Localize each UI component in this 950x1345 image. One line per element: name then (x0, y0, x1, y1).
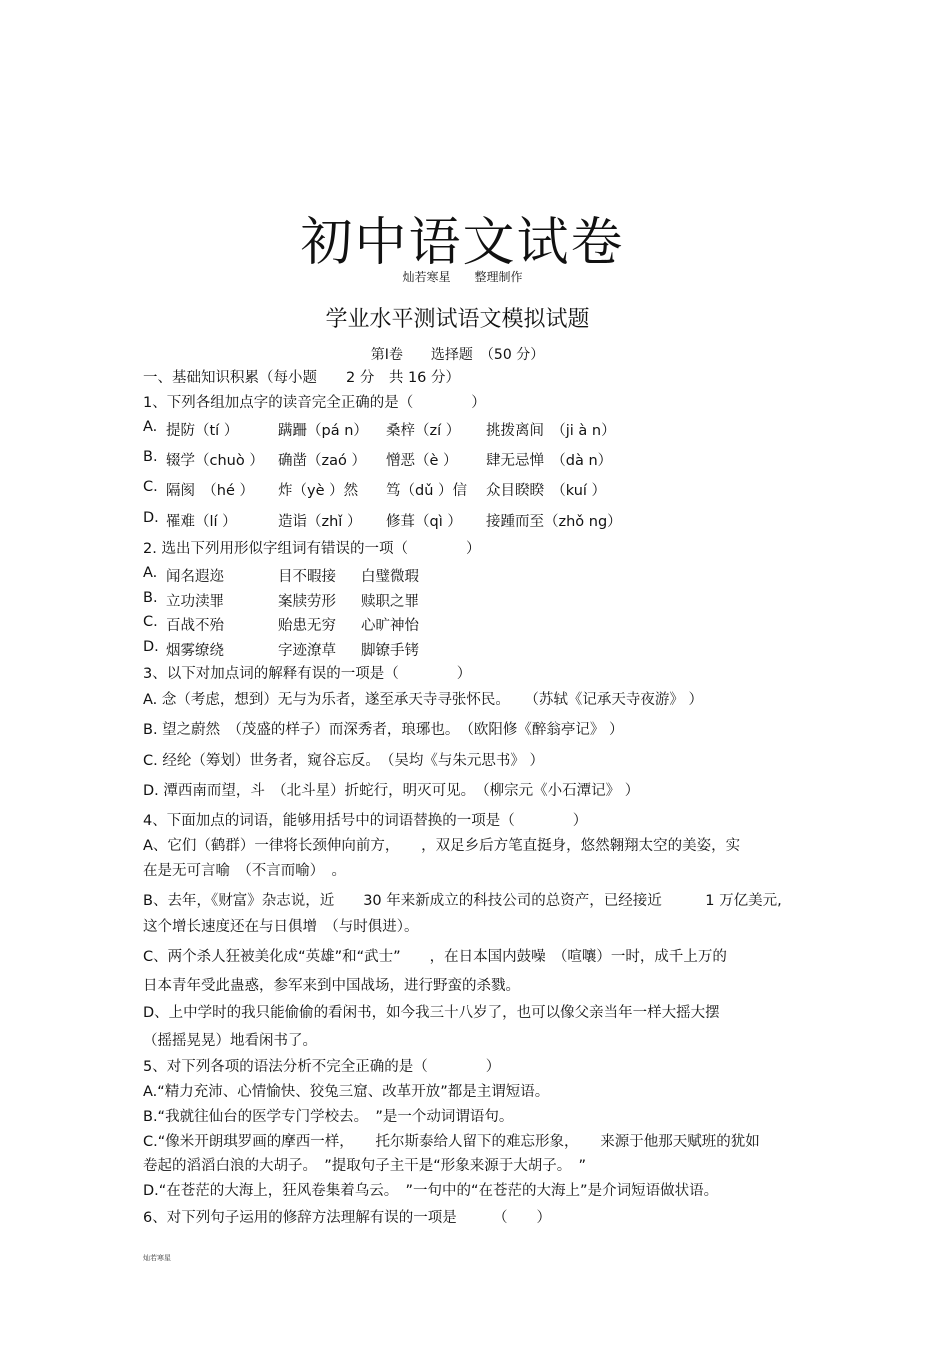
question-3-option-a: A. 念（考虑，想到）无与为乐者，遂至承天寺寻张怀民。 （苏轼《记承天寺夜游》 ） (143, 692, 703, 708)
option-item: 脚镣手铐 (361, 643, 419, 659)
option-item: 隔阂 （hé ） (166, 483, 254, 499)
volume-heading: 第Ⅰ卷 选择题 （50 分） (370, 347, 545, 363)
question-3-option-d: D. 潭西南而望，斗 （北斗星）折蛇行，明灭可见。 （柳宗元《小石潭记》 ） (143, 783, 640, 799)
question-2-option-c (143, 614, 843, 634)
option-item: 憎恶（è ） (386, 453, 458, 469)
option-item: 蹒跚（pá n） (278, 423, 368, 439)
question-4-line: D、上中学时的我只能偷偷的看闲书，如今我三十八岁了，也可以像父亲当年一样大摇大摆 (143, 1005, 720, 1021)
option-item: 众目睽睽 （kuí ） (486, 483, 607, 499)
option-item: 接踵而至（zhǒ ng） (486, 514, 622, 530)
option-item: 字迹潦草 (278, 643, 336, 659)
question-2-stem: 2. 选出下列用形似字组词有错误的一项（ ） (143, 541, 481, 557)
option-item: 目不暇接 (278, 569, 336, 585)
question-4-line: C、两个杀人狂被美化成“英雄”和“武士” ，在日本国内鼓噪 （喧嚷）一时，成千上万的 (143, 949, 727, 965)
option-item: 闻名遐迩 (166, 569, 224, 585)
option-item: 罹难（lí ） (166, 514, 237, 530)
option-label: C. (143, 479, 158, 495)
question-5-option-c-cont: 卷起的滔滔白浪的大胡子。 ”提取句子主干是“形象来源于大胡子。 ” (143, 1158, 587, 1174)
question-4-line: 在是无可言喻 （不言而喻） 。 (143, 863, 346, 879)
document-title: 初中语文试卷 (300, 213, 625, 273)
option-item: 提防（tí ） (166, 423, 239, 439)
option-item: 心旷神怡 (361, 618, 419, 634)
question-4-line: （摇摇晃晃）地看闲书了。 (143, 1033, 317, 1049)
option-item: 肆无忌惮 （dà n） (486, 453, 613, 469)
option-label: B. (143, 449, 158, 465)
option-item: 修葺（qì ） (386, 514, 462, 530)
question-3-stem: 3、以下对加点词的解释有误的一项是（ ） (143, 666, 472, 682)
question-5-option-b: B.“我就往仙台的医学专门学校去。 ”是一个动词谓语句。 (143, 1109, 514, 1125)
question-1-option-d (143, 510, 843, 530)
option-label: D. (143, 639, 159, 655)
question-2-option-a (143, 565, 843, 585)
option-label: B. (143, 590, 158, 606)
question-4-line: 这个增长速度还在与日俱增 （与时俱进）。 (143, 919, 419, 935)
question-4-line: B、去年，《财富》杂志说，近 30 年来新成立的科技公司的总资产，已经接近 1 万亿美元, (143, 893, 782, 909)
exam-subtitle: 学业水平测试语文模拟试题 (325, 307, 590, 332)
byline: 灿若寒星 整理制作 (402, 270, 523, 284)
option-label: A. (143, 565, 158, 581)
option-item: 烟雾缭绕 (166, 643, 224, 659)
option-item: 案牍劳形 (278, 594, 336, 610)
page-footer: 灿若寒星 (143, 1254, 171, 1262)
question-5-option-a: A.“精力充沛、心情愉快、狡兔三窟、改革开放”都是主谓短语。 (143, 1084, 550, 1100)
question-1-option-a (143, 419, 843, 439)
option-item: 炸（yè ）然 (278, 483, 359, 499)
question-3-option-c: C. 经纶（筹划）世务者，窥谷忘反。 （吴均《与朱元思书》 ） (143, 753, 544, 769)
section-heading: 一、基础知识积累（每小题 2 分 共 16 分） (143, 370, 461, 386)
option-item: 挑拨离间 （ji à n） (486, 423, 616, 439)
question-1-stem: 1、下列各组加点字的读音完全正确的是（ ） (143, 395, 486, 411)
question-1-option-b (143, 449, 843, 469)
question-2-option-d (143, 639, 843, 659)
question-5-stem: 5、对下列各项的语法分析不完全正确的是（ ） (143, 1059, 501, 1075)
option-label: A. (143, 419, 158, 435)
question-4-line: A、它们（鹤群）一律将长颈伸向前方， ，双足乡后方笔直挺身，悠然翱翔太空的美姿，实 (143, 838, 741, 854)
option-item: 笃（dǔ ）信 (386, 483, 468, 499)
question-3-option-b: B. 望之蔚然 （茂盛的样子）而深秀者，琅琊也。 （欧阳修《醉翁亭记》 ） (143, 722, 624, 738)
question-2-option-b (143, 590, 843, 610)
option-item: 桑梓（zí ） (386, 423, 461, 439)
option-item: 造诣（zhǐ ） (278, 514, 362, 530)
option-item: 辍学（chuò ） (166, 453, 264, 469)
option-item: 贻患无穷 (278, 618, 336, 634)
option-item: 白璧微瑕 (361, 569, 419, 585)
question-4-line: 日本青年受此蛊惑，参军来到中国战场，进行野蛮的杀戮。 (143, 978, 520, 994)
question-6-stem: 6、对下列句子运用的修辞方法理解有误的一项是 （ ） (143, 1210, 551, 1226)
question-5-option-c: C.“像米开朗琪罗画的摩西一样， 托尔斯泰给人留下的难忘形象， 来源于他那天赋班的犹如 (143, 1134, 760, 1150)
option-item: 确凿（zaó ） (278, 453, 366, 469)
option-label: D. (143, 510, 159, 526)
question-5-option-d: D.“在苍茫的大海上，狂风卷集着乌云。 ”一句中的“在苍茫的大海上”是介词短语做状语。 (143, 1183, 719, 1199)
option-item: 立功渎罪 (166, 594, 224, 610)
option-item: 百战不殆 (166, 618, 224, 634)
question-4-stem: 4、下面加点的词语，能够用括号中的词语替换的一项是（ ） (143, 813, 588, 829)
question-1-option-c (143, 479, 843, 499)
option-item: 赎职之罪 (361, 594, 419, 610)
option-label: C. (143, 614, 158, 630)
